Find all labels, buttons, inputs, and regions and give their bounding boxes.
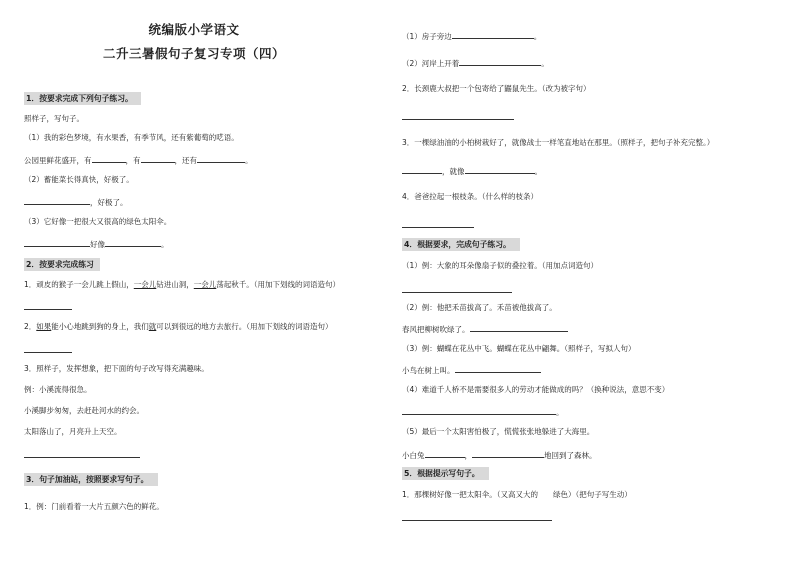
s2-q3-answer [24,450,140,460]
answer-blank[interactable] [197,155,245,163]
answer-blank[interactable] [459,58,541,66]
section-4-heading: 4．根据要求，完成句子练习。 [402,238,520,251]
s1-q1: （1）我的彩色梦境，有水果香，有季节风，还有紫葡萄的呓语。 [24,133,239,142]
s4-q5: （5）最后一个太阳害怕极了，慌慌张张地躲进了大海里。 [402,427,595,436]
answer-blank[interactable] [24,450,140,458]
section-5-heading: 5．根据提示写句子。 [402,467,489,480]
answer-blank[interactable] [402,407,556,415]
s1-q2-answer: ，好极了。 [24,197,128,207]
answer-blank[interactable] [24,197,90,205]
answer-blank[interactable] [425,450,465,458]
answer-blank[interactable] [402,285,512,293]
answer-blank[interactable] [455,365,541,373]
answer-blank[interactable] [452,31,534,39]
s4-q4: （4）难道千人桥不是需要很多人的劳动才能做成的吗？（换种说法，意思不变） [402,385,670,394]
r-item-4-answer: ，就像 。 [402,166,542,176]
answer-blank[interactable] [141,155,175,163]
s4-q5-answer: 小白兔 ， 地回到了森林。 [402,451,597,460]
s4-q2-answer: 春风把柳树吹绿了。 [402,324,568,334]
answer-blank[interactable] [24,302,72,310]
page-subtitle: 二升三暑假句子复习专项（四） [102,46,285,61]
answer-blank[interactable] [105,239,161,247]
s3-q1: 1．例：门前看着一大片五颜六色的鲜花。 [24,502,164,511]
answer-blank[interactable] [24,239,90,247]
s2-q3-example: 例：小溪流得很急。 [24,385,92,394]
s5-q1-answer [402,513,552,523]
s2-q1-answer [24,302,72,312]
s2-q3-example-2: 小溪脚步匆匆，去赶赴河水的约会。 [24,406,144,415]
answer-blank[interactable] [402,166,442,174]
answer-blank[interactable] [465,166,535,174]
r-item-2: （2）河岸上开着 。 [402,59,549,68]
r-item-3-answer [402,112,514,122]
r-item-5-answer [402,220,474,230]
s4-q4-answer: 。 [402,407,564,417]
s2-q2-answer [24,345,72,355]
answer-blank[interactable] [92,155,126,163]
s2-q3-task: 太阳落山了，月亮升上天空。 [24,427,122,436]
answer-blank[interactable] [470,324,568,332]
answer-blank[interactable] [402,513,552,521]
s4-q1-answer [402,285,512,295]
s1-q3: （3）它好像一把很大又很高的绿色太阳伞。 [24,217,172,226]
section-2-heading: 2．按要求完成练习 [24,258,100,271]
s4-q3-answer: 小鸟在树上叫。 [402,365,541,375]
section-3-heading: 3．句子加油站，按照要求写句子。 [24,473,158,486]
section-1-heading: 1．按要求完成下列句子练习。 [24,92,141,105]
s1-q2: （2）蓄能菜长得真快，好极了。 [24,175,134,184]
r-item-1: （1）房子旁边 。 [402,32,542,41]
answer-blank[interactable] [24,345,72,353]
s5-q1: 1．那棵树好像一把太阳伞。（又高又大的 绿色）（把句子写生动） [402,490,632,499]
s4-q3: （3）例：蝴蝶在花丛中飞。蝴蝶在花丛中翩舞。（照样子，写拟人句） [402,344,636,353]
s4-q1: （1）例：大象的耳朵像扇子似的叠拉着。（用加点词造句） [402,261,599,270]
r-item-3: 2．长颈鹿大叔把一个包寄给了鼹鼠先生。（改为被字句） [402,84,591,93]
s1-q3-answer: 好像 。 [24,239,169,249]
s1-intro: 照样子，写句子。 [24,114,84,123]
s2-q2: 2．如果能小心地跳到狗的身上，我们就可以到很远的地方去旅行。（用加下划线的词语造句） [24,322,333,331]
answer-blank[interactable] [402,112,514,120]
answer-blank[interactable] [402,220,474,228]
answer-blank[interactable] [472,450,544,458]
s4-q2: （2）例：他把禾苗拔高了。禾苗被他拔高了。 [402,303,557,312]
s2-q3: 3．照样子，发挥想象，把下面的句子改写得充满趣味。 [24,364,209,373]
s1-q1-answer: 公园里鲜花盛开，有 ，有 ，还有 。 [24,156,253,165]
r-item-5: 4．爸爸拉起一根枝条。（什么样的枝条） [402,192,539,201]
r-item-4: 3．一棵绿油油的小柏树栽好了，就像战士一样笔直地站在那里。（照样子，把句子补充完整。） [402,138,715,147]
page-title: 统编版小学语文 [148,22,240,37]
s2-q1: 1．顽皮的猴子一会儿跳上假山，一会儿钻进山洞，一会儿荡起秋千。（用加下划线的词语造句） [24,280,341,289]
